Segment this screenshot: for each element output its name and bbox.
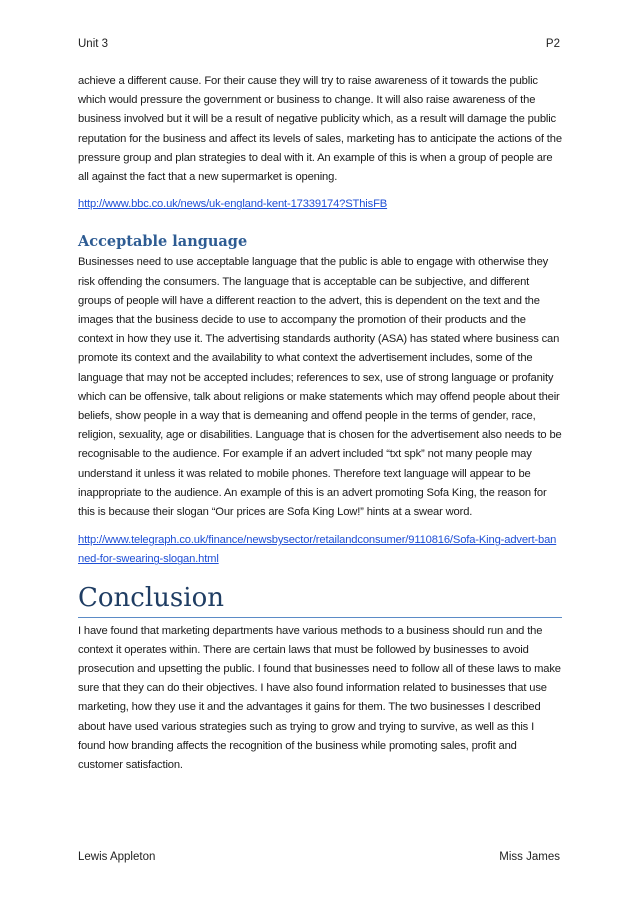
bbc-news-link[interactable]: http://www.bbc.co.uk/news/uk-england-kent-17339174?SThisFB (78, 198, 388, 211)
acceptable-language-heading: Acceptable language (78, 233, 248, 251)
page-footer (78, 851, 560, 863)
conclusion-heading: Conclusion (78, 582, 224, 613)
page-content (78, 72, 562, 775)
acceptable-language-paragraph: Businesses need to use acceptable language that the public is able to engage with otherwise they risk offending the consumers. The language that is acceptable can be subjective, and different groups of people will have a different reaction to the advert, this is dependent on the text and the images that the business decide to use to accompany the promotion of their products and the context in how they use it. The advertising standards authority (ASA) has stated where business can promote its context and the availability to what context the advertisement includes, some of the language that may not be accepted includes; references to sex, use of strong language or profanity which can be offensive, talk about religions or make statements which may offend people about their beliefs, show people in a way that is demeaning and offend people in the terms of gender, race, religion, sexuality, age or disabilities. Language that is chosen for the advertisement also needs to be recognisable to the audience. For example if an advert included “txt spk” not many people may understand it unless it was related to mobile phones. Therefore text language will appear to be inappropriate to the audience. An example of this is an advert promoting Sofa King, the reason for this is because their slogan “Our prices are Sofa King Low!” hints at a swear word. (78, 256, 562, 519)
header-code: P2 (545, 38, 560, 50)
intro-paragraph: achieve a different cause. For their cause they will try to raise awareness of it towards the public which would pressure the government or business to change. It will also raise awareness of the business involved but it will be a result of negative publicity which, as a result will damage the public reputation for the business and affect its levels of sales, marketing has to anticipate the actions of the pressure group and plan strategies to deal with it. An example of this is when a group of people are all against the fact that a new supermarket is opening. (78, 75, 562, 184)
footer-teacher: Miss James (499, 851, 560, 863)
header-unit: Unit 3 (78, 38, 109, 50)
footer-author: Lewis Appleton (78, 851, 156, 863)
telegraph-article-link[interactable]: http://www.telegraph.co.uk/finance/newsbysector/retailandconsumer/9110816/Sofa-King-advert-banned-for-swearing-slogan.html (78, 534, 557, 566)
heading-divider (78, 617, 562, 618)
conclusion-paragraph: I have found that marketing departments have various methods to a business should run and the context it operates within. There are certain laws that must be followed by businesses to avoid prosecution and upsetting the public. I found that businesses need to follow all of these laws to make sure that they can do their objectives. I have also found information related to businesses that use marketing, how they use it and the advantages it gains for them. The two businesses I described about have used various strategies such as trying to grow and trying to survive, as well as this I found how branding affects the recognition of the business while promoting sales, profit and customer satisfaction. (78, 624, 561, 772)
page-header (78, 38, 560, 50)
